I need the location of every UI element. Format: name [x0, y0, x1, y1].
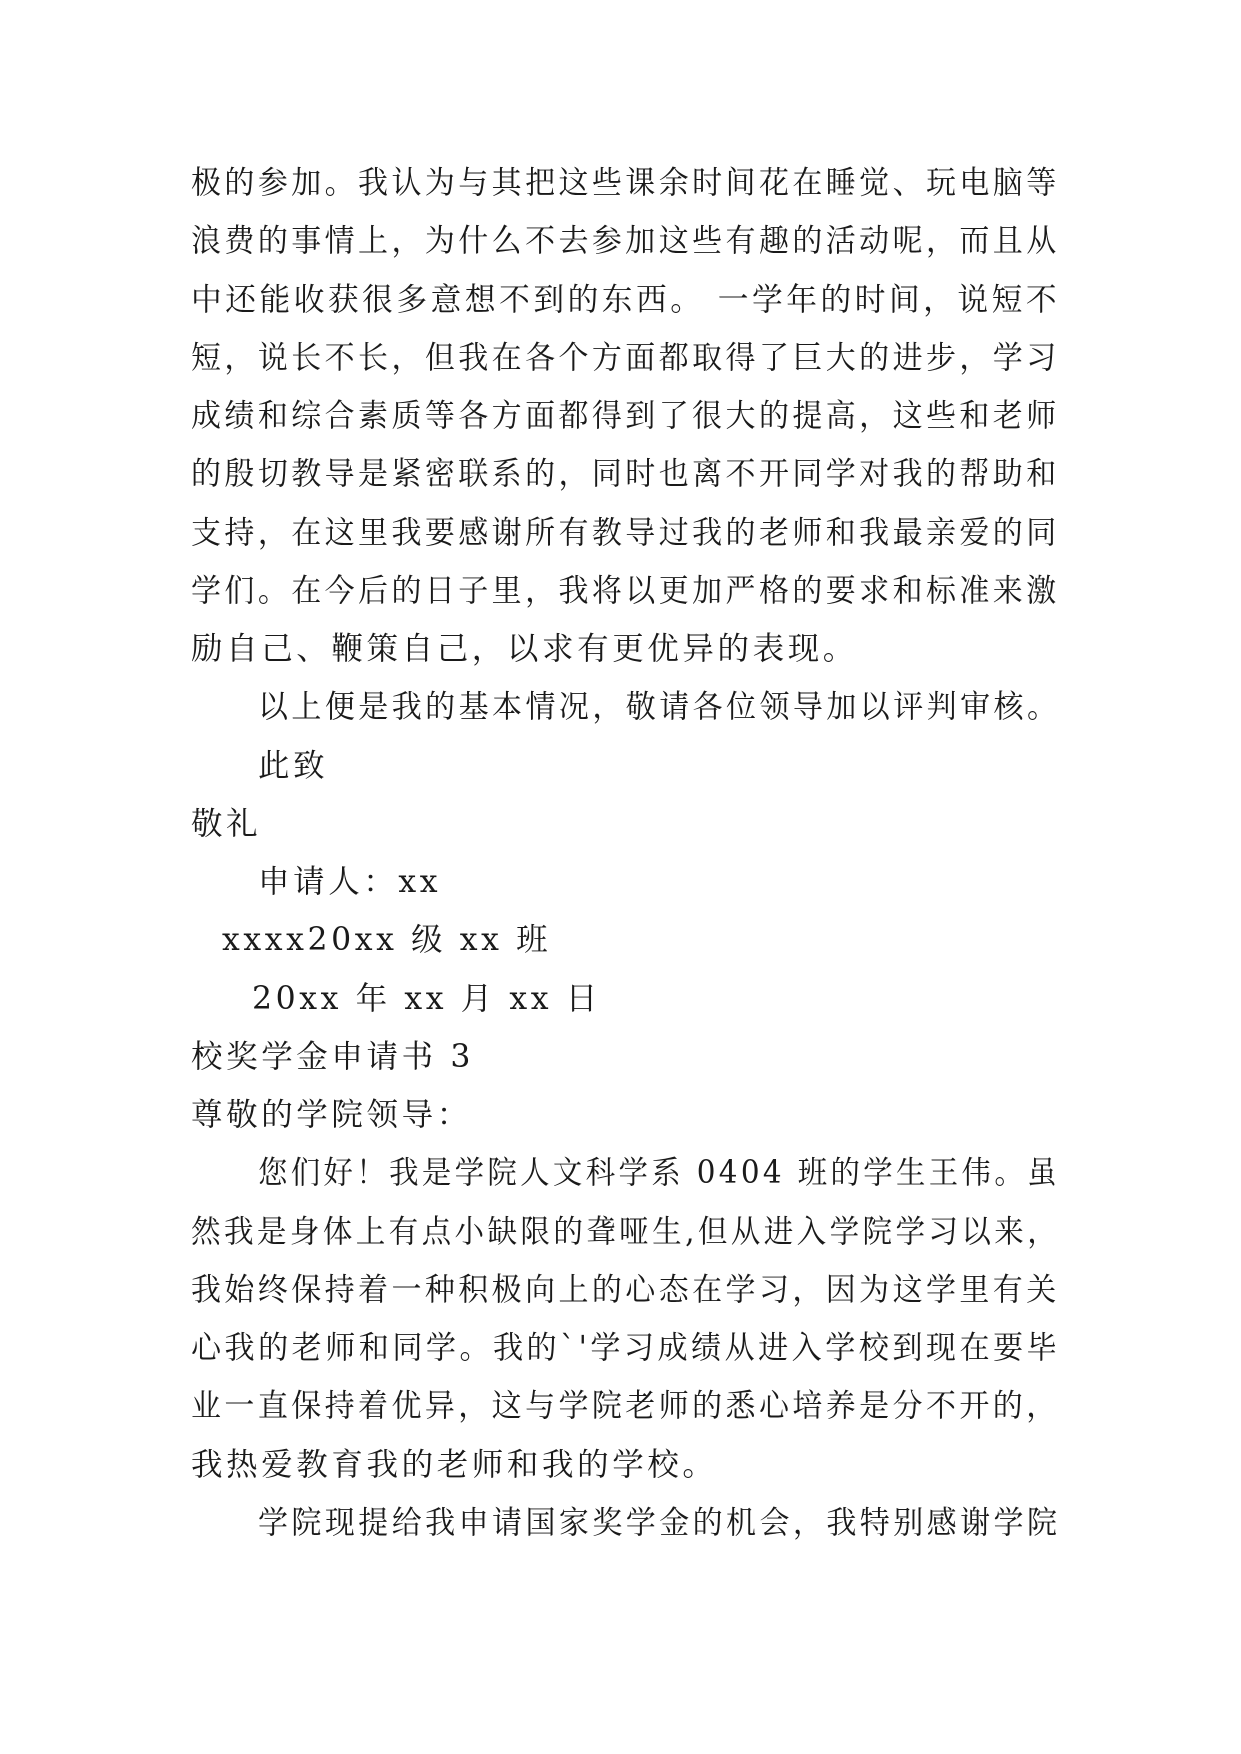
letter-greeting: 尊敬的学院领导：	[191, 1097, 472, 1133]
application-date: 20xx 年 xx 月 xx 日	[252, 981, 601, 1017]
body-text-line: 学院现提给我申请国家奖学金的机会，我特别感谢学院	[258, 1505, 1061, 1541]
body-text-line: 您们好！我是学院人文科学系 0404 班的学生王伟。虽	[258, 1155, 1060, 1191]
body-text-line: 中还能收获很多意想不到的东西。 一学年的时间，说短不	[191, 282, 1061, 318]
body-text-line: 我始终保持着一种积极向上的心态在学习，因为这学里有关	[191, 1272, 1060, 1308]
body-text-line: 然我是身体上有点小缺限的聋哑生,但从进入学院学习以来，	[191, 1214, 1061, 1250]
body-text-line: 短，说长不长，但我在各个方面都取得了巨大的进步，学习	[191, 340, 1060, 376]
body-text-line: 支持，在这里我要感谢所有教导过我的老师和我最亲爱的同	[191, 515, 1060, 551]
body-text-line: 极的参加。我认为与其把这些课余时间花在睡觉、玩电脑等	[191, 165, 1060, 201]
section-title: 校奖学金申请书 3	[191, 1039, 474, 1075]
body-text-line: 成绩和综合素质等各方面都得到了很大的提高，这些和老师	[191, 398, 1060, 434]
applicant-name: 申请人：xx	[258, 864, 442, 900]
body-text-line: 我热爱教育我的老师和我的学校。	[191, 1447, 718, 1483]
body-text-line: 的殷切教导是紧密联系的，同时也离不开同学对我的帮助和	[191, 456, 1060, 492]
body-text-line: 业一直保持着优异，这与学院老师的悉心培养是分不开的，	[191, 1388, 1060, 1424]
body-text-line: 学们。在今后的日子里，我将以更加严格的要求和标准来激	[191, 573, 1060, 609]
salutation-cizhi: 此致	[258, 748, 329, 784]
body-text-line: 励自己、鞭策自己，以求有更优异的表现。	[191, 631, 858, 667]
body-text-line: 浪费的事情上，为什么不去参加这些有趣的活动呢，而且从	[191, 223, 1060, 259]
applicant-class: xxxx20xx 级 xx 班	[222, 922, 552, 958]
body-text-line: 心我的老师和同学。我的`'学习成绩从进入学校到现在要毕	[191, 1330, 1061, 1366]
salutation-jingli: 敬礼	[191, 806, 262, 842]
closing-paragraph: 以上便是我的基本情况，敬请各位领导加以评判审核。	[258, 689, 1061, 725]
